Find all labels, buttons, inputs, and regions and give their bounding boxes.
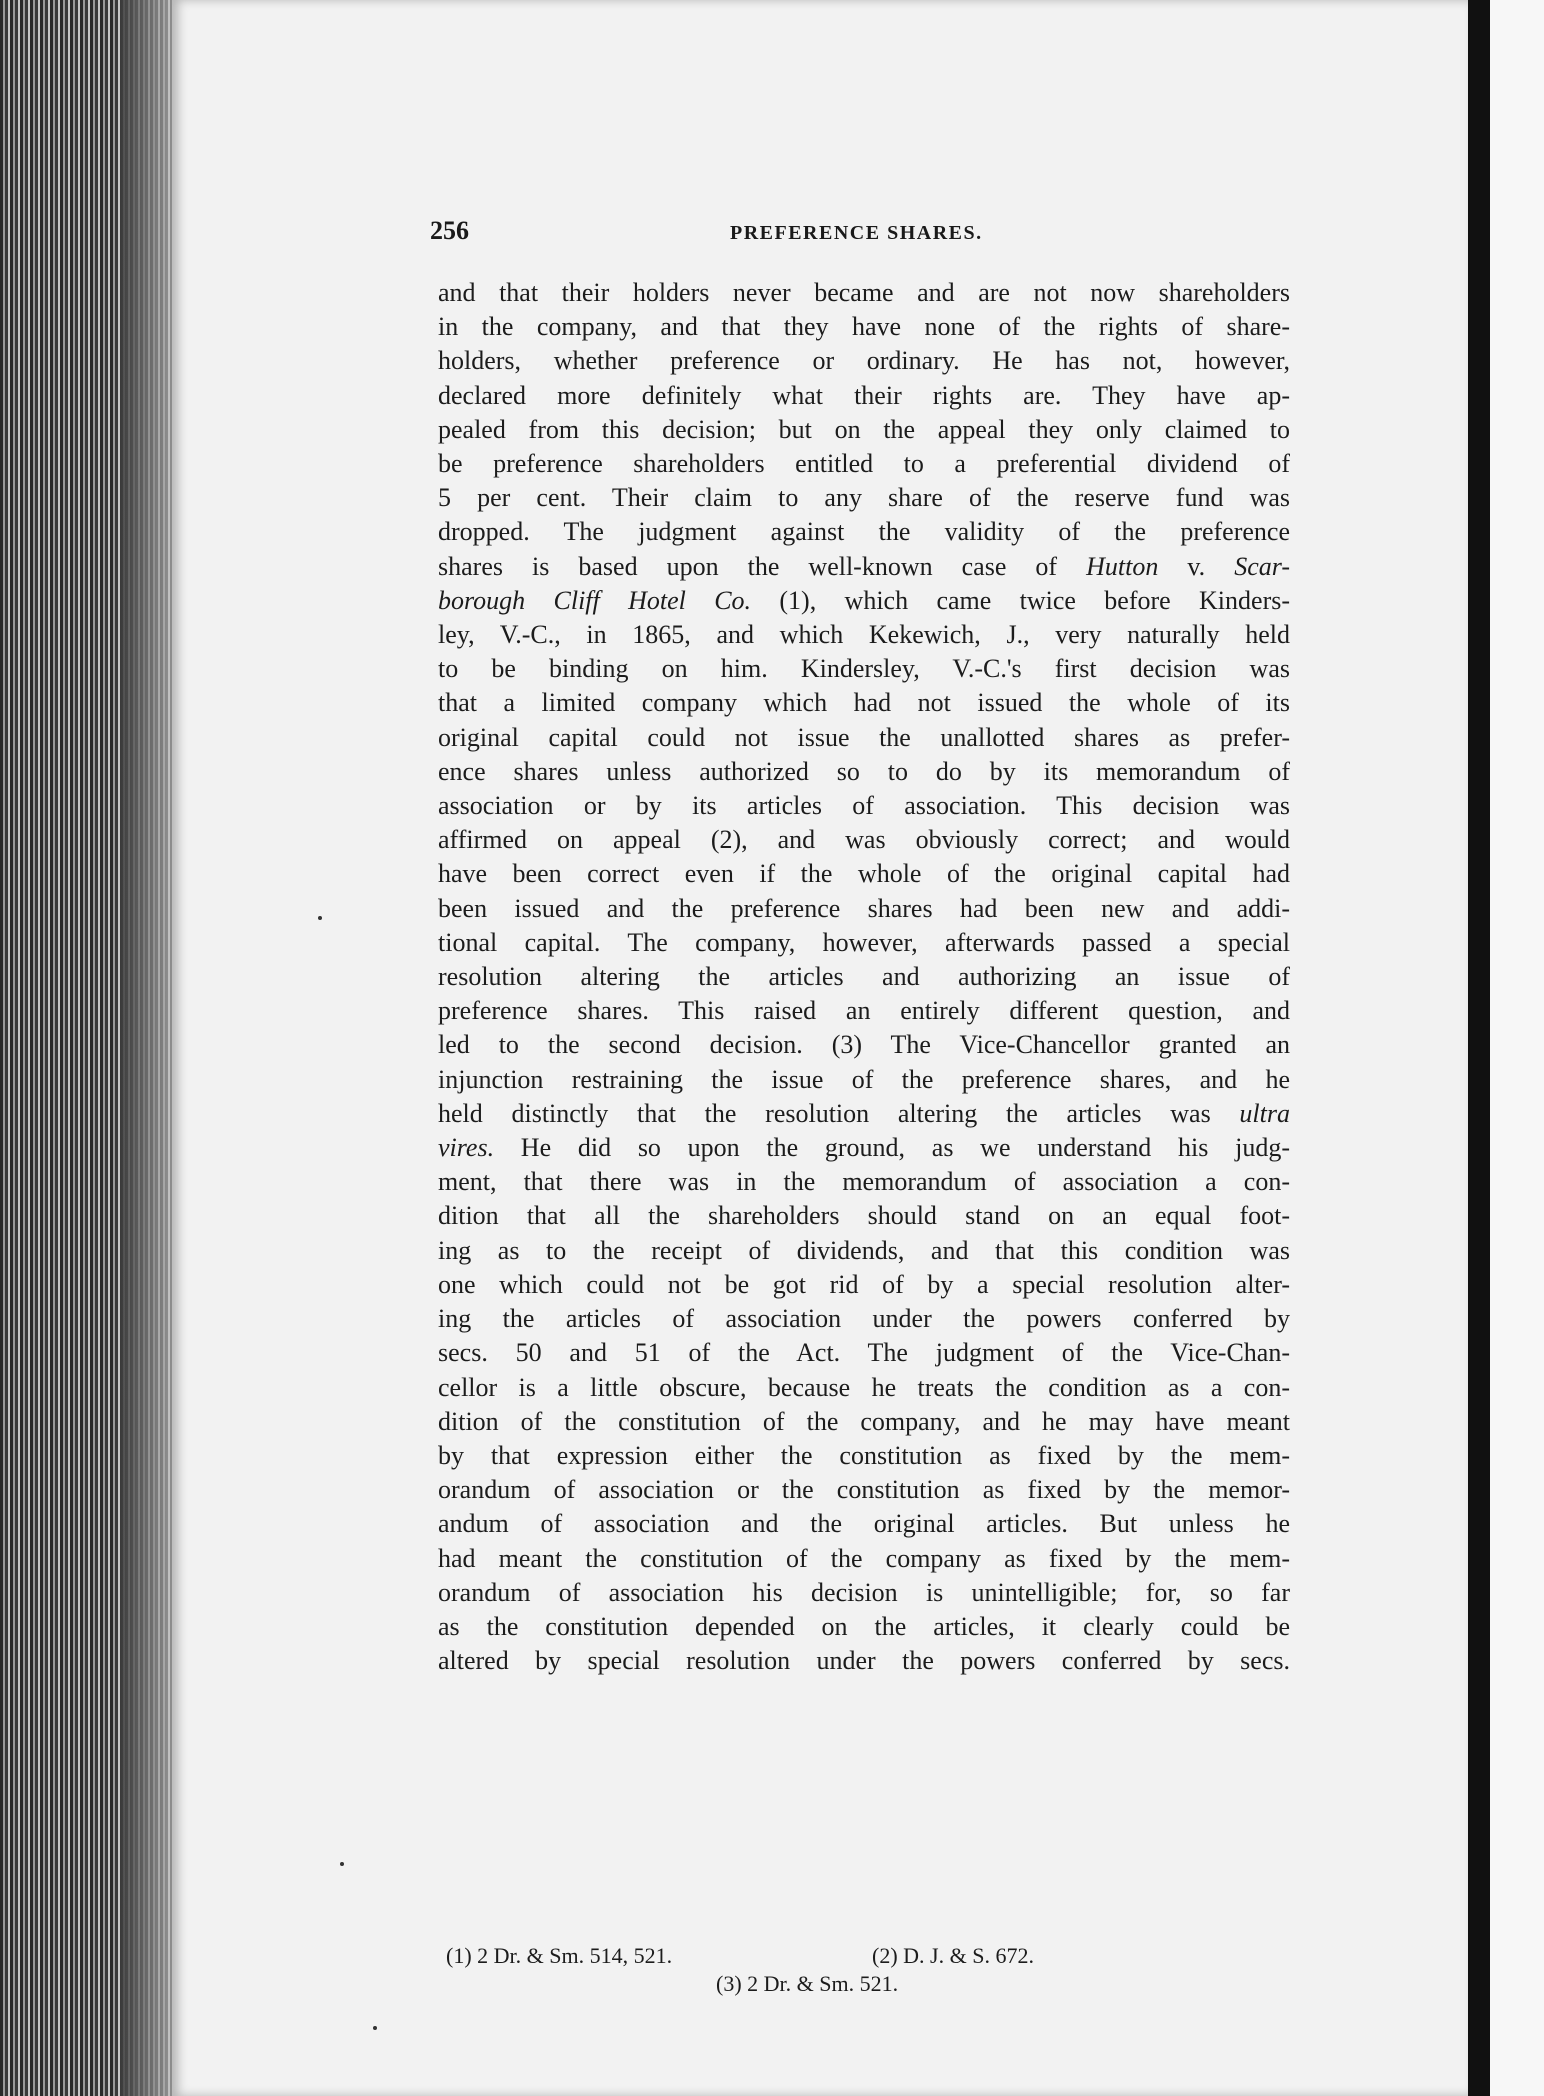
right-book-edge bbox=[1468, 0, 1490, 2096]
text-line: injunction restraining the issue of the preference shares, and he bbox=[438, 1064, 1290, 1094]
scan-speck bbox=[318, 916, 322, 920]
text-line: had meant the constitution of the company as fixed by the mem- bbox=[438, 1543, 1290, 1573]
text-line: held distinctly that the resolution altering the articles was ultra bbox=[438, 1098, 1290, 1128]
text-line: ment, that there was in the memorandum of association a con- bbox=[438, 1167, 1290, 1197]
text-line: secs. 50 and 51 of the Act. The judgment of the Vice-Chan- bbox=[438, 1338, 1290, 1368]
text-line: orandum of association or the constitution as fixed by the memor- bbox=[438, 1475, 1290, 1505]
text-line: that a limited company which had not issued the whole of its bbox=[438, 688, 1290, 718]
book-gutter-shadow bbox=[120, 0, 180, 2096]
text-line: dition of the constitution of the company, and he may have meant bbox=[438, 1406, 1290, 1436]
text-line: shares is based upon the well-known case of Hutton v. Scar- bbox=[438, 551, 1290, 581]
text-line: pealed from this decision; but on the appeal they only claimed to bbox=[438, 414, 1290, 444]
text-line: led to the second decision. (3) The Vice-Chancellor granted an bbox=[438, 1030, 1290, 1060]
text-line: have been correct even if the whole of the original capital had bbox=[438, 859, 1290, 889]
footnote-1: (1) 2 Dr. & Sm. 514, 521. bbox=[446, 1943, 673, 1968]
text-line: as the constitution depended on the articles, it clearly could be bbox=[438, 1611, 1290, 1641]
text-line: resolution altering the articles and authorizing an issue of bbox=[438, 962, 1290, 992]
footnotes bbox=[438, 1942, 1290, 1998]
footnote-3: (3) 2 Dr. & Sm. 521. bbox=[716, 1971, 899, 1996]
text-line: affirmed on appeal (2), and was obviously correct; and would bbox=[438, 825, 1290, 855]
text-line: dropped. The judgment against the validity of the preference bbox=[438, 517, 1290, 547]
footnote-2: (2) D. J. & S. 672. bbox=[872, 1943, 1034, 1968]
text-line: 5 per cent. Their claim to any share of the reserve fund was bbox=[438, 483, 1290, 513]
scan-speck bbox=[340, 1862, 344, 1866]
text-line: orandum of association his decision is unintelligible; for, so far bbox=[438, 1577, 1290, 1607]
text-line: tional capital. The company, however, afterwards passed a special bbox=[438, 927, 1290, 957]
text-line: ence shares unless authorized so to do by its memorandum of bbox=[438, 756, 1290, 786]
text-line: be preference shareholders entitled to a preferential dividend of bbox=[438, 449, 1290, 479]
adjacent-page-sliver bbox=[1490, 0, 1544, 2096]
running-head: PREFERENCE SHARES. bbox=[730, 222, 983, 244]
text-line: been issued and the preference shares had been new and addi- bbox=[438, 893, 1290, 923]
text-line: ing as to the receipt of dividends, and that this condition was bbox=[438, 1235, 1290, 1265]
text-line: andum of association and the original articles. But unless he bbox=[438, 1509, 1290, 1539]
text-line: holders, whether preference or ordinary. He has not, however, bbox=[438, 346, 1290, 376]
text-line: one which could not be got rid of by a special resolution alter- bbox=[438, 1269, 1290, 1299]
text-line: dition that all the shareholders should stand on an equal foot- bbox=[438, 1201, 1290, 1231]
page-header bbox=[430, 216, 1296, 256]
body-text bbox=[438, 276, 1290, 1678]
text-line: vires. He did so upon the ground, as we understand his judg- bbox=[438, 1133, 1290, 1163]
text-line: and that their holders never became and are not now shareholders bbox=[438, 278, 1290, 307]
page-number: 256 bbox=[430, 216, 469, 245]
text-line: altered by special resolution under the powers conferred by secs. bbox=[438, 1646, 1290, 1676]
text-line: cellor is a little obscure, because he treats the condition as a con- bbox=[438, 1372, 1290, 1402]
scan-speck bbox=[373, 2026, 377, 2030]
text-line: ley, V.-C., in 1865, and which Kekewich, J., very naturally held bbox=[438, 620, 1290, 650]
text-line: preference shares. This raised an entirely different question, and bbox=[438, 996, 1290, 1026]
text-line: by that expression either the constitution as fixed by the mem- bbox=[438, 1440, 1290, 1470]
text-line: borough Cliff Hotel Co. (1), which came twice before Kinders- bbox=[438, 585, 1290, 615]
text-line: association or by its articles of association. This decision was bbox=[438, 791, 1290, 821]
text-line: ing the articles of association under the powers conferred by bbox=[438, 1304, 1290, 1334]
footnote-row bbox=[438, 1970, 1290, 1998]
text-line: to be binding on him. Kindersley, V.-C.'s first decision was bbox=[438, 654, 1290, 684]
text-line: declared more definitely what their rights are. They have ap- bbox=[438, 380, 1290, 410]
text-line: in the company, and that they have none of the rights of share- bbox=[438, 312, 1290, 342]
text-line: original capital could not issue the unallotted shares as prefer- bbox=[438, 722, 1290, 752]
footnote-row bbox=[438, 1942, 1290, 1970]
